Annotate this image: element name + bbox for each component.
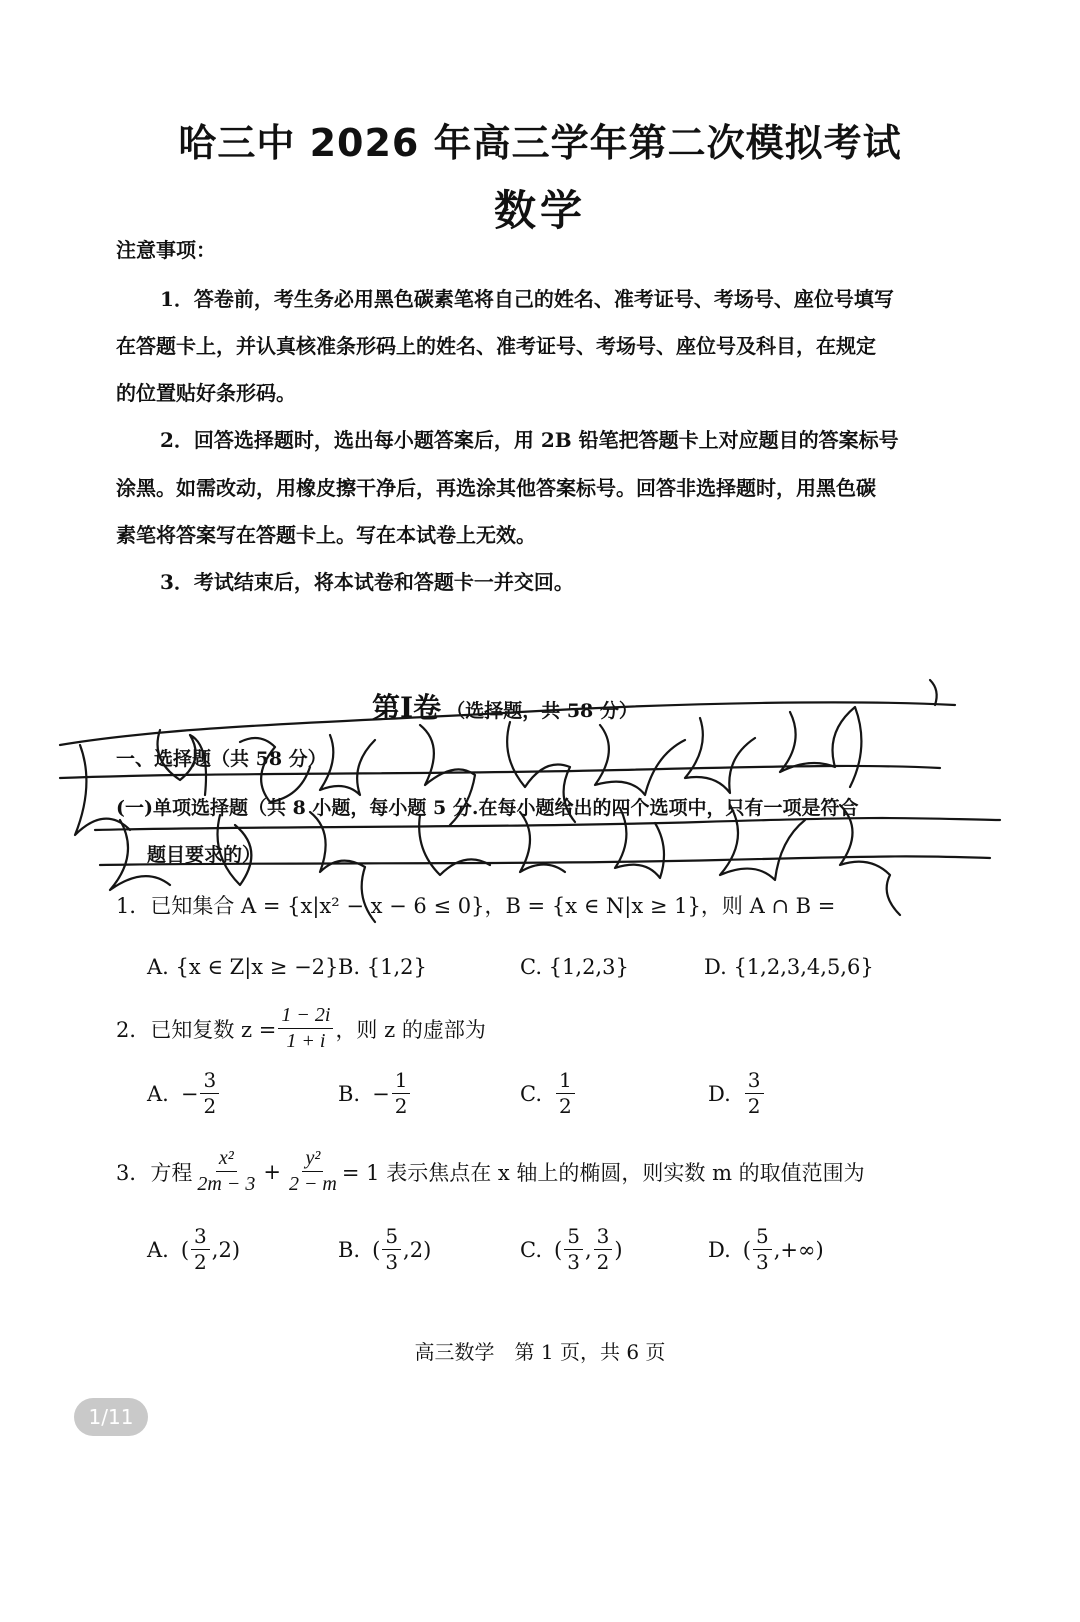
fraction-1-denominator: 2m − 3 — [197, 1173, 256, 1195]
option-denominator: 3 — [567, 1250, 580, 1274]
option-label: D. — [708, 1081, 731, 1106]
fraction-1-numerator: x² — [216, 1148, 237, 1172]
option-denominator: 2 — [203, 1094, 217, 1118]
notice-line-2: 在答题卡上，并认真核准条形码上的姓名、准考证号、考场号、座位号及科目，在规定 — [116, 334, 876, 358]
subsection-1-line-2: 题目要求的） — [147, 844, 262, 866]
question-3-plus: + — [263, 1159, 281, 1184]
option-denominator: 2 — [747, 1094, 761, 1118]
option-tail: 2) — [218, 1237, 241, 1262]
option-numerator-2: 3 — [594, 1226, 613, 1250]
question-2-suffix: ，则 z 的虚部为 — [335, 1017, 486, 1042]
question-3-suffix: = 1 表示焦点在 x 轴上的椭圆，则实数 m 的取值范围为 — [341, 1160, 865, 1185]
notice-line-6: 素笔将答案写在答题卡上。写在本试卷上无效。 — [116, 523, 536, 547]
option-numerator: 5 — [564, 1226, 583, 1250]
question-2-fraction-denominator: 1 + i — [286, 1030, 326, 1052]
exam-subject: 数学 — [493, 186, 586, 235]
option-label: A. — [147, 1081, 169, 1106]
option-denominator: 3 — [385, 1250, 399, 1274]
option-open: ( — [372, 1237, 381, 1262]
option-tail: ) — [614, 1237, 623, 1262]
option-denominator: 2 — [394, 1094, 408, 1118]
option-label: A. — [147, 1237, 169, 1262]
option-label: D. — [708, 1237, 731, 1262]
option-numerator: 3 — [745, 1070, 764, 1094]
subsection-1-line-1: (一)单项选择题（共 8 小题，每小题 5 分.在每小题给出的四个选项中，只有一项是符合 — [116, 797, 859, 819]
option-sign: − — [372, 1081, 390, 1106]
option-tail: 2) — [409, 1237, 432, 1262]
option-tail: +∞) — [780, 1237, 824, 1262]
page-indicator[interactable]: 1/11 — [74, 1398, 148, 1436]
notice-line-3: 的位置贴好条形码。 — [116, 381, 296, 405]
option-comma: , — [403, 1237, 410, 1262]
option-denominator: 2 — [559, 1094, 572, 1118]
fraction-2-denominator: 2 − m — [288, 1173, 337, 1195]
option-label: C. — [520, 1081, 542, 1106]
option-numerator: 3 — [191, 1226, 210, 1250]
option-label: B. — [338, 1081, 361, 1106]
option-denominator: 3 — [755, 1250, 769, 1274]
question-1-stem: 1．已知集合 A = {x|x² − x − 6 ≤ 0}，B = {x ∈ N|x ≥ 1}，则 A ∩ B = — [116, 894, 836, 918]
question-1-option-a: A. {x ∈ Z|x ≥ −2} — [147, 955, 339, 979]
option-sign: − — [180, 1081, 199, 1106]
notice-line-7: 3．考试结束后，将本试卷和答题卡一并交回。 — [160, 570, 574, 594]
question-2-fraction-numerator: 1 − 2i — [278, 1005, 333, 1029]
option-denominator: 2 — [194, 1250, 207, 1274]
notice-line-4: 2．回答选择题时，选出每小题答案后，用 2B 铅笔把答题卡上对应题目的答案标号 — [160, 428, 899, 452]
question-1-option-c: C. {1,2,3} — [520, 955, 629, 979]
exam-title: 哈三中 2026 年高三学年第二次模拟考试 — [178, 121, 902, 165]
notice-line-5: 涂黑。如需改动，用橡皮擦干净后，再选涂其他答案标号。回答非选择题时，用黑色碳 — [116, 476, 876, 500]
section-title: 第Ⅰ卷 — [372, 691, 442, 724]
question-1-option-d: D. {1,2,3,4,5,6} — [704, 955, 874, 979]
fraction-2-numerator: y² — [302, 1148, 323, 1172]
option-numerator: 1 — [392, 1070, 411, 1094]
option-label: C. — [520, 1237, 542, 1262]
question-1-option-b: B. {1,2} — [338, 955, 427, 979]
option-open: ( — [180, 1237, 190, 1262]
question-2-prefix: 2．已知复数 z = — [116, 1017, 277, 1042]
question-3-prefix: 3．方程 — [116, 1160, 193, 1185]
option-denominator-2: 2 — [596, 1250, 610, 1274]
option-comma: , — [773, 1237, 781, 1262]
option-numerator: 3 — [200, 1070, 219, 1094]
option-open: ( — [742, 1237, 751, 1262]
option-numerator: 1 — [556, 1070, 575, 1094]
option-numerator: 5 — [382, 1226, 401, 1250]
option-comma: , — [584, 1237, 592, 1262]
option-open: ( — [554, 1237, 563, 1262]
option-label: B. — [338, 1237, 361, 1262]
page-footer: 高三数学 第 1 页，共 6 页 — [414, 1340, 666, 1364]
part-1-heading: 一、选择题（共 58 分） — [116, 748, 327, 770]
notice-line-1: 1．答卷前，考生务必用黑色碳素笔将自己的姓名、准考证号、考场号、座位号填写 — [160, 287, 894, 311]
option-comma: , — [211, 1237, 219, 1262]
option-numerator: 5 — [753, 1226, 772, 1250]
notice-heading: 注意事项： — [116, 238, 216, 262]
section-title-note: （选择题，共 58 分） — [446, 700, 638, 722]
